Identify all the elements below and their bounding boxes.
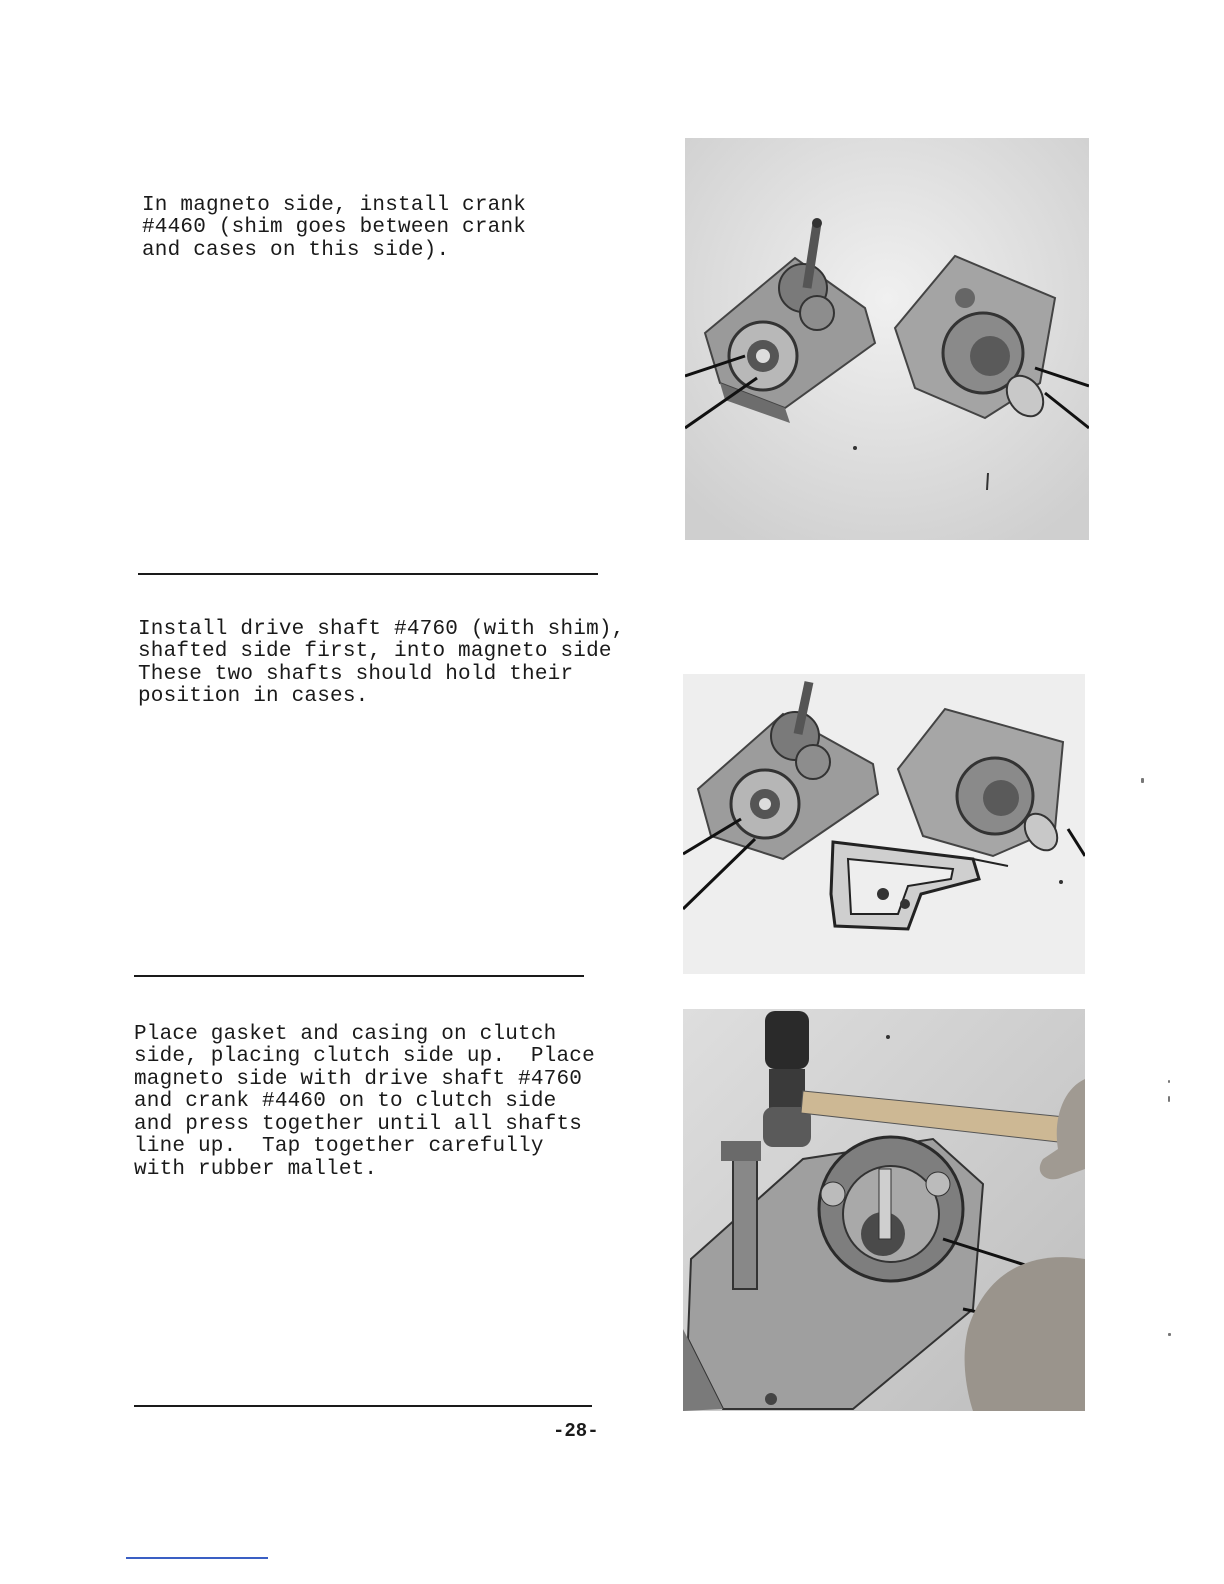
- step-1-line: In magneto side, install crank: [142, 193, 527, 217]
- photo-tapping-with-mallet: [683, 1009, 1085, 1411]
- step-1-line: #4460 (shim goes between crank: [142, 216, 527, 239]
- step-2-line: position in cases.: [138, 685, 369, 708]
- step-1-text: [142, 172, 526, 262]
- scan-speck: [1168, 1096, 1170, 1102]
- step-3-line: Place gasket and casing on clutch: [134, 1022, 557, 1046]
- step-3-line: magneto side with drive shaft #4760: [134, 1067, 583, 1091]
- divider-2: [134, 975, 584, 977]
- step-3-line: and crank #4460 on to clutch side: [134, 1090, 557, 1113]
- step-1-line: and cases on this side).: [142, 238, 450, 262]
- footer-line: [126, 1557, 268, 1559]
- divider-3: [134, 1405, 592, 1407]
- step-2-line: These two shafts should hold their: [138, 662, 574, 686]
- step-2-line: Install drive shaft #4760 (with shim),: [138, 617, 625, 641]
- photo-drive-shaft-installed: [683, 574, 1085, 974]
- step-3-line: and press together until all shafts: [134, 1112, 583, 1136]
- photo-crank-installed: [685, 138, 1089, 540]
- step-3-line: line up. Tap together carefully: [134, 1135, 544, 1158]
- step-2-line: shafted side first, into magneto side: [138, 640, 612, 663]
- step-2-text: [138, 596, 624, 709]
- scan-speck: [1141, 778, 1144, 783]
- step-3-text: [134, 1001, 595, 1181]
- step-3-line: side, placing clutch side up. Place: [134, 1045, 595, 1068]
- divider-1: [138, 573, 598, 575]
- scan-speck: [1168, 1080, 1170, 1083]
- page-number: -28-: [553, 1420, 599, 1442]
- scan-speck: [1168, 1333, 1171, 1336]
- step-3-line: with rubber mallet.: [134, 1157, 378, 1181]
